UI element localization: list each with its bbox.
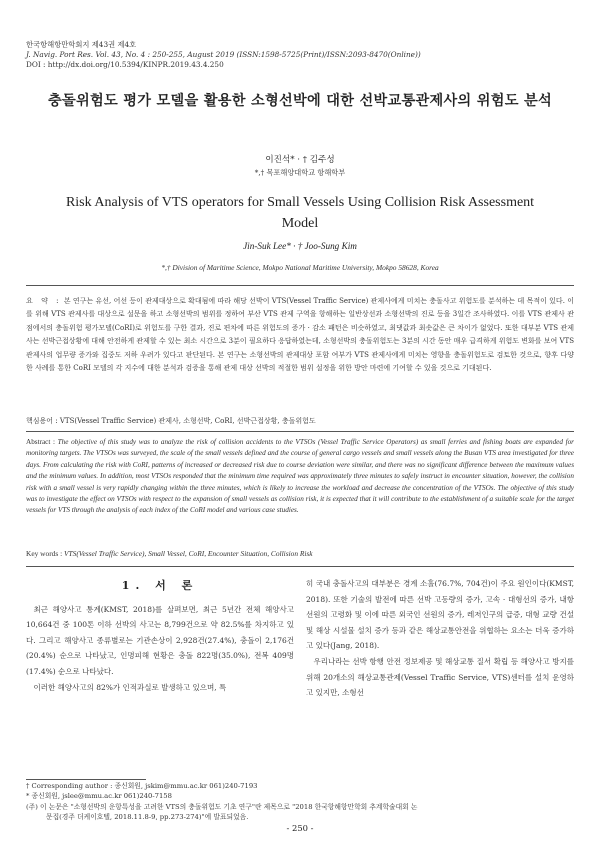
body-paragraph: 이러한 해양사고의 82%가 인적과실로 발생하고 있으며, 특 xyxy=(33,682,227,692)
english-abstract-text: The objective of this study was to analyze the risk of collision accidents to the VTSOs (Vessel Traffic Service Operators) as small ferries and fishing boats are expanded for monitoring targets. The VTSOs was surveyed, the scale of the small vessels defined and the course of general cargo vessels and small vessels along the Busan VTS area investigated for three days. From calculating the risk with CoRI, patterns of increased or decreased risk due to course deviation were similar, and there was no significant difference between the maximum values and the minimum values. In addition, most VTSOs responded that the minimum time required was approximately three minutes to safely instruct in encounter situation, however, the collision risk with a small vessel is very rapidly changing within the three minutes, which is likely to increase the workload and decrease the concentration of the VTSOs. The objective of this study was to investigate the effect on VTSOs with respect to the expansion of small vessels as collision risk, it is expected that it will contribute to the establishment of a suitable scale for the target vessels for VTS through the analysis of each index of the CoRI model and various case studies. xyxy=(26,438,574,515)
body-paragraph: 히 국내 충돌사고의 대부분은 경계 소홀(76.7%, 704건)이 주요 원인이다(KMST, 2018). 또한 기술의 발전에 따른 선박 고동량의 증가, 고속 · 대형선의 증가, 내항 선원의 고령화 및 이에 따른 외국인 선원의 증가, 레저인구의 급증, 대형 교량 건설 및 해상 시설물 설치 증가 등과 같은 해상교통안전을 위협하는 요소는 더욱 증가하고 있다(Jang, 2018). xyxy=(306,579,574,651)
journal-header xyxy=(26,40,421,71)
english-abstract-label: Abstract : xyxy=(26,438,55,446)
english-abstract xyxy=(26,437,574,517)
body-column-left xyxy=(26,574,294,695)
korean-abstract xyxy=(26,295,574,375)
footnote-coauthor: * 종신회원, jslee@mmu.ac.kr 061)240-7158 xyxy=(26,792,172,801)
footnote-note: (주) 이 논문은 "소형선박의 운항특성을 고려한 VTS의 충돌위험도 기초 연구"란 제목으로 "2018 한국항해항만학회 추계학술대회 논 xyxy=(26,802,418,811)
english-keywords-text: VTS(Vessel Traffic Service), Small Vessel, CoRI, Encounter Situation, Collision Risk xyxy=(64,549,313,558)
korean-keywords xyxy=(26,416,574,426)
section-heading-introduction: 1. 서 론 xyxy=(121,579,199,592)
english-title: Risk Analysis of VTS operators for Small Vessels Using Collision Risk Assessment Model xyxy=(65,195,535,231)
korean-title: 충돌위험도 평가 모델을 활용한 소형선박에 대한 선박교통관제사의 위험도 분석 xyxy=(47,93,553,109)
footnote-corresponding-author: † Corresponding author : 종신회원, jskim@mmu.ac.kr 061)240-7193 xyxy=(26,782,258,790)
english-keywords-label: Key words : xyxy=(26,549,63,558)
english-affiliation: *,† Division of Maritime Science, Mokpo National Maritime University, Mokpo 58628, Korea xyxy=(161,263,439,272)
english-keywords xyxy=(26,549,574,558)
journal-doi: DOI : http://dx.doi.org/10.5394/KINPR.2019.43.4.250 xyxy=(26,60,224,70)
body-column-right xyxy=(306,576,574,701)
korean-affiliation: *,† 목포해양대학교 항해학부 xyxy=(254,168,346,177)
footnote-note-continued: 문집(경주 더케이호텔, 2018.11.8-9, pp.273-274)"에 발표되었음. xyxy=(46,812,249,821)
body-paragraph: 우리나라는 선박 항행 안전 정보제공 및 해상교통 질서 확립 등 해양사고 방지를 위해 20개소의 해상교통관제(Vessel Traffic Service, VTS)센터를 설치 운영하고 있지만, 소형선 xyxy=(306,656,574,698)
body-paragraph: 최근 해양사고 통계(KMST, 2018)를 살펴보면, 최근 5년간 전체 해양사고 10,664건 중 100톤 이하 선박의 사고는 8,799건으로 약 82.5%를 차지하고 있다. 그리고 해양사고 종류별로는 기관손상이 2,928건(27.4%), 충돌이 2,176건(20.4%) 순으로 나타났고, 인명피해 현황은 충돌 822명(35.0%), 전복 409명(17.4%) 순으로 나타났다. xyxy=(26,604,294,676)
footnotes xyxy=(26,781,574,822)
korean-authors: 이진석* · † 김주성 xyxy=(265,155,335,165)
abstract-bottom-divider xyxy=(26,566,574,567)
page-number: - 250 - xyxy=(286,823,314,833)
abstract-top-divider xyxy=(26,285,574,286)
journal-kr-name: 한국항해항만학회지 제43권 제4호 xyxy=(26,40,137,49)
korean-keywords-label: 핵심용어 : xyxy=(26,417,58,425)
journal-citation: J. Navig. Port Res. Vol. 43, No. 4 : 250-255, August 2019 (ISSN:1598-5725(Print)/ISSN:2093-8470(Online)) xyxy=(26,50,421,60)
korean-abstract-text: 본 연구는 유선, 어선 등이 관제대상으로 확대됨에 따라 해당 선박이 VTS(Vessel Traffic Service) 관제사에게 미치는 충돌사고 위험도를 분석하는 데 목적이 있다. 이를 위해 VTS 관제사를 대상으로 설문을 하고 소형선박의 범위를 정하여 부산 VTS 관제 구역을 항해하는 일반상선과 소형선박의 진로 등을 3일간 조사하였다. 이를 VTS 관제사 관점에서의 충돌위험 평가모델(CoRI)로 위험도를 구한 결과, 진로 편차에 따른 위험도의 증가 · 감소 패턴은 비슷하였고, 최댓값과 최솟값은 큰 차이가 없었다. 또한 대부분 VTS 관제사는 선박근접상황에 대해 안전하게 관제할 수 있는 최소 시간으로 3분이 필요하다 응답하였는데, 소형선박의 충돌위험도는 3분의 시간 동안 매우 급격하게 위험도 변화를 보여 VTS 관제사의 업무량 증가와 집중도 저하 우려가 있다고 판단된다. 본 연구는 소형선박의 관제대상 포함 여부가 VTS 관제사에게 미치는 영향을 충돌위험도로 검토한 것으로, 향후 다양한 사례를 통한 CoRI 모델의 각 지수에 대한 분석과 검증을 통해 관제 대상 선박의 적절한 범위 설정을 위한 방안 마련에 기여할 수 있을 것으로 기대된다. xyxy=(26,297,574,373)
korean-keywords-text: VTS(Vessel Traffic Service) 관제사, 소형선박, CoRI, 선박근접상황, 충돌위험도 xyxy=(59,417,316,425)
english-authors: Jin-Suk Lee* · † Joo-Sung Kim xyxy=(243,241,357,251)
footnote-divider xyxy=(26,779,146,780)
keywords-divider xyxy=(26,431,574,432)
korean-abstract-label: 요 약 : xyxy=(26,297,62,305)
